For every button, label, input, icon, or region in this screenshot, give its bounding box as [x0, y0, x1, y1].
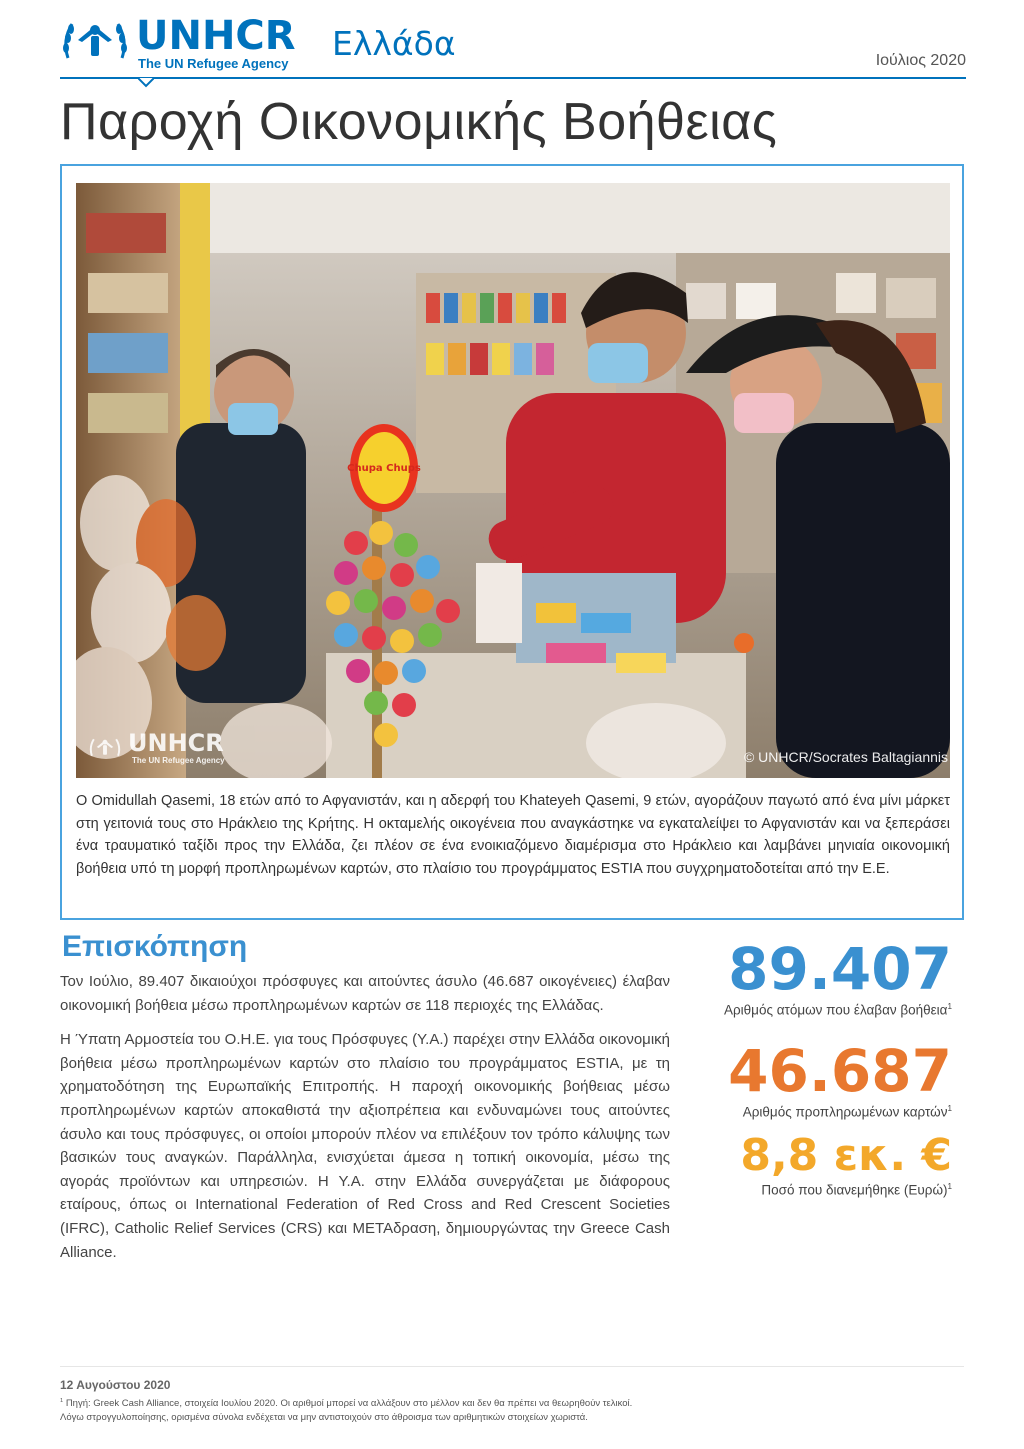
stat-beneficiaries	[723, 935, 952, 1018]
overview-paragraph: Η Ύπατη Αρμοστεία του Ο.Η.Ε. για τους Πρόσφυγες (Υ.Α.) παρέχει στην Ελλάδα οικονομική βοήθεια μέσω προπληρωμένων καρτών στο πλαίσιο του προγράμματος ESTIA, με τη χρηματοδότηση της Ευρωπαϊκής Επιτροπής. Η παροχή οικονομικής βοήθειας μέσω προπληρωμένων καρτών αποκαθιστά την αξιοπρέπεια και ενδυναμώνει τους αιτούντες άσυλο και τους πρόσφυγες, οι οποίοι μπορούν πλέον να επιλέξουν τον τρόπο κάλυψης των βασικών τους αναγκών. Παράλληλα, ενισχύεται άμεσα η τοπική οικονομία, μέσω της αγοράς προϊόντων και υπηρεσιών. Η Υ.Α. στην Ελλάδα συνεργάζεται με διάφορους εταίρους, όπως οι International Federation of Red Cross and Red Crescent Societies (IFRC), Catholic Relief Services (CRS) και ΜΕΤΑδραση, δημιουργώντας την Greece Cash Alliance.	[60, 1031, 670, 1261]
candy-sign-text: Chupa Chups	[347, 463, 421, 474]
unhcr-logo-tagline: The UN Refugee Agency	[138, 56, 289, 71]
stat-value: 8,8 εκ. €	[740, 1130, 952, 1181]
stat-label: Αριθμός ατόμων που έλαβαν βοήθεια$^1$	[723, 1002, 952, 1018]
footer-divider	[60, 1366, 964, 1367]
overview-body	[60, 970, 670, 1275]
page-header	[60, 12, 966, 78]
unhcr-logo-word: UNHCR	[136, 13, 296, 59]
watermark-emblem-icon	[88, 733, 122, 763]
overview-paragraph: Τον Ιούλιο, 89.407 δικαιούχοι πρόσφυγες και αιτούντες άσυλο (46.687 οικογένειες) έλαβαν οικονομική βοήθεια μέσω προπληρωμένων καρτών σε 118 περιοχές της Ελλάδας.	[60, 973, 670, 1014]
photo-watermark	[88, 729, 268, 769]
photo-frame	[60, 164, 964, 920]
watermark-tagline: The UN Refugee Agency	[132, 756, 225, 765]
watermark-word: UNHCR	[128, 729, 224, 757]
page-title: Παροχή Οικονομικής Βοήθειας	[60, 93, 778, 151]
shop-scene-illustration	[76, 183, 950, 778]
country-name: Ελλάδα	[332, 24, 456, 63]
unhcr-emblem-icon	[60, 14, 130, 70]
stat-value: 89.407	[728, 935, 952, 1003]
footer-note: $^1$ Πηγή: Greek Cash Alliance, στοιχεία Ιουλίου 2020. Οι αριθμοί μπορεί να αλλάξουν στο μέλλον και δεν θα πρέπει να θεωρηθούν τελικοί. Λόγω στρογγυλοποίησης, ορισμένα σύνολα ενδέχεται να μην αντιστοιχούν στο άθροισμα των αριθμητικών στοιχείων χωριστά.	[60, 1398, 633, 1424]
report-date: Ιούλιος 2020	[875, 52, 966, 69]
stat-label: Ποσό που διανεμήθηκε $(E\upsilon\rho ώ)^1$	[761, 1182, 952, 1198]
shop-photo	[76, 183, 950, 778]
stat-cards	[728, 1037, 952, 1120]
footer-date: 12 Αυγούστου 2020	[60, 1378, 171, 1392]
header-divider	[60, 77, 966, 79]
stat-label: Αριθμός προπληρωμένων καρτών$^1$	[742, 1104, 952, 1120]
stat-value: 46.687	[728, 1037, 952, 1105]
overview-title: Επισκόπηση	[62, 930, 248, 963]
header-divider-notch	[138, 78, 154, 88]
photo-caption: Ο Omidullah Qasemi, 18 ετών από το Αφγανιστάν, και η αδερφή του Khateyeh Qasemi, 9 ετών, αγοράζουν παγωτό από ένα μίνι μάρκετ στη γειτονιά τους στο Ηράκλειο της Κρήτης. Η οκταμελής οικογένεια που αναγκάστηκε να εγκαταλείψει το Αφγανιστάν και να ξεπεράσει ένα τραυματικό ταξίδι προς την Ελλάδα, ζει πλέον σε ένα ενοικιαζόμενο διαμέρισμα στο Ηράκλειο και λαμβάνει μηνιαία οικονομική βοήθεια υπό τη μορφή προπληρωμένων καρτών, στο πλαίσιο του προγράμματος ESTIA που συγχρηματοδοτείται από την Ε.Ε.	[76, 793, 950, 877]
photo-credit: © UNHCR/Socrates Baltagiannis	[743, 749, 948, 765]
stat-amount	[740, 1130, 952, 1198]
